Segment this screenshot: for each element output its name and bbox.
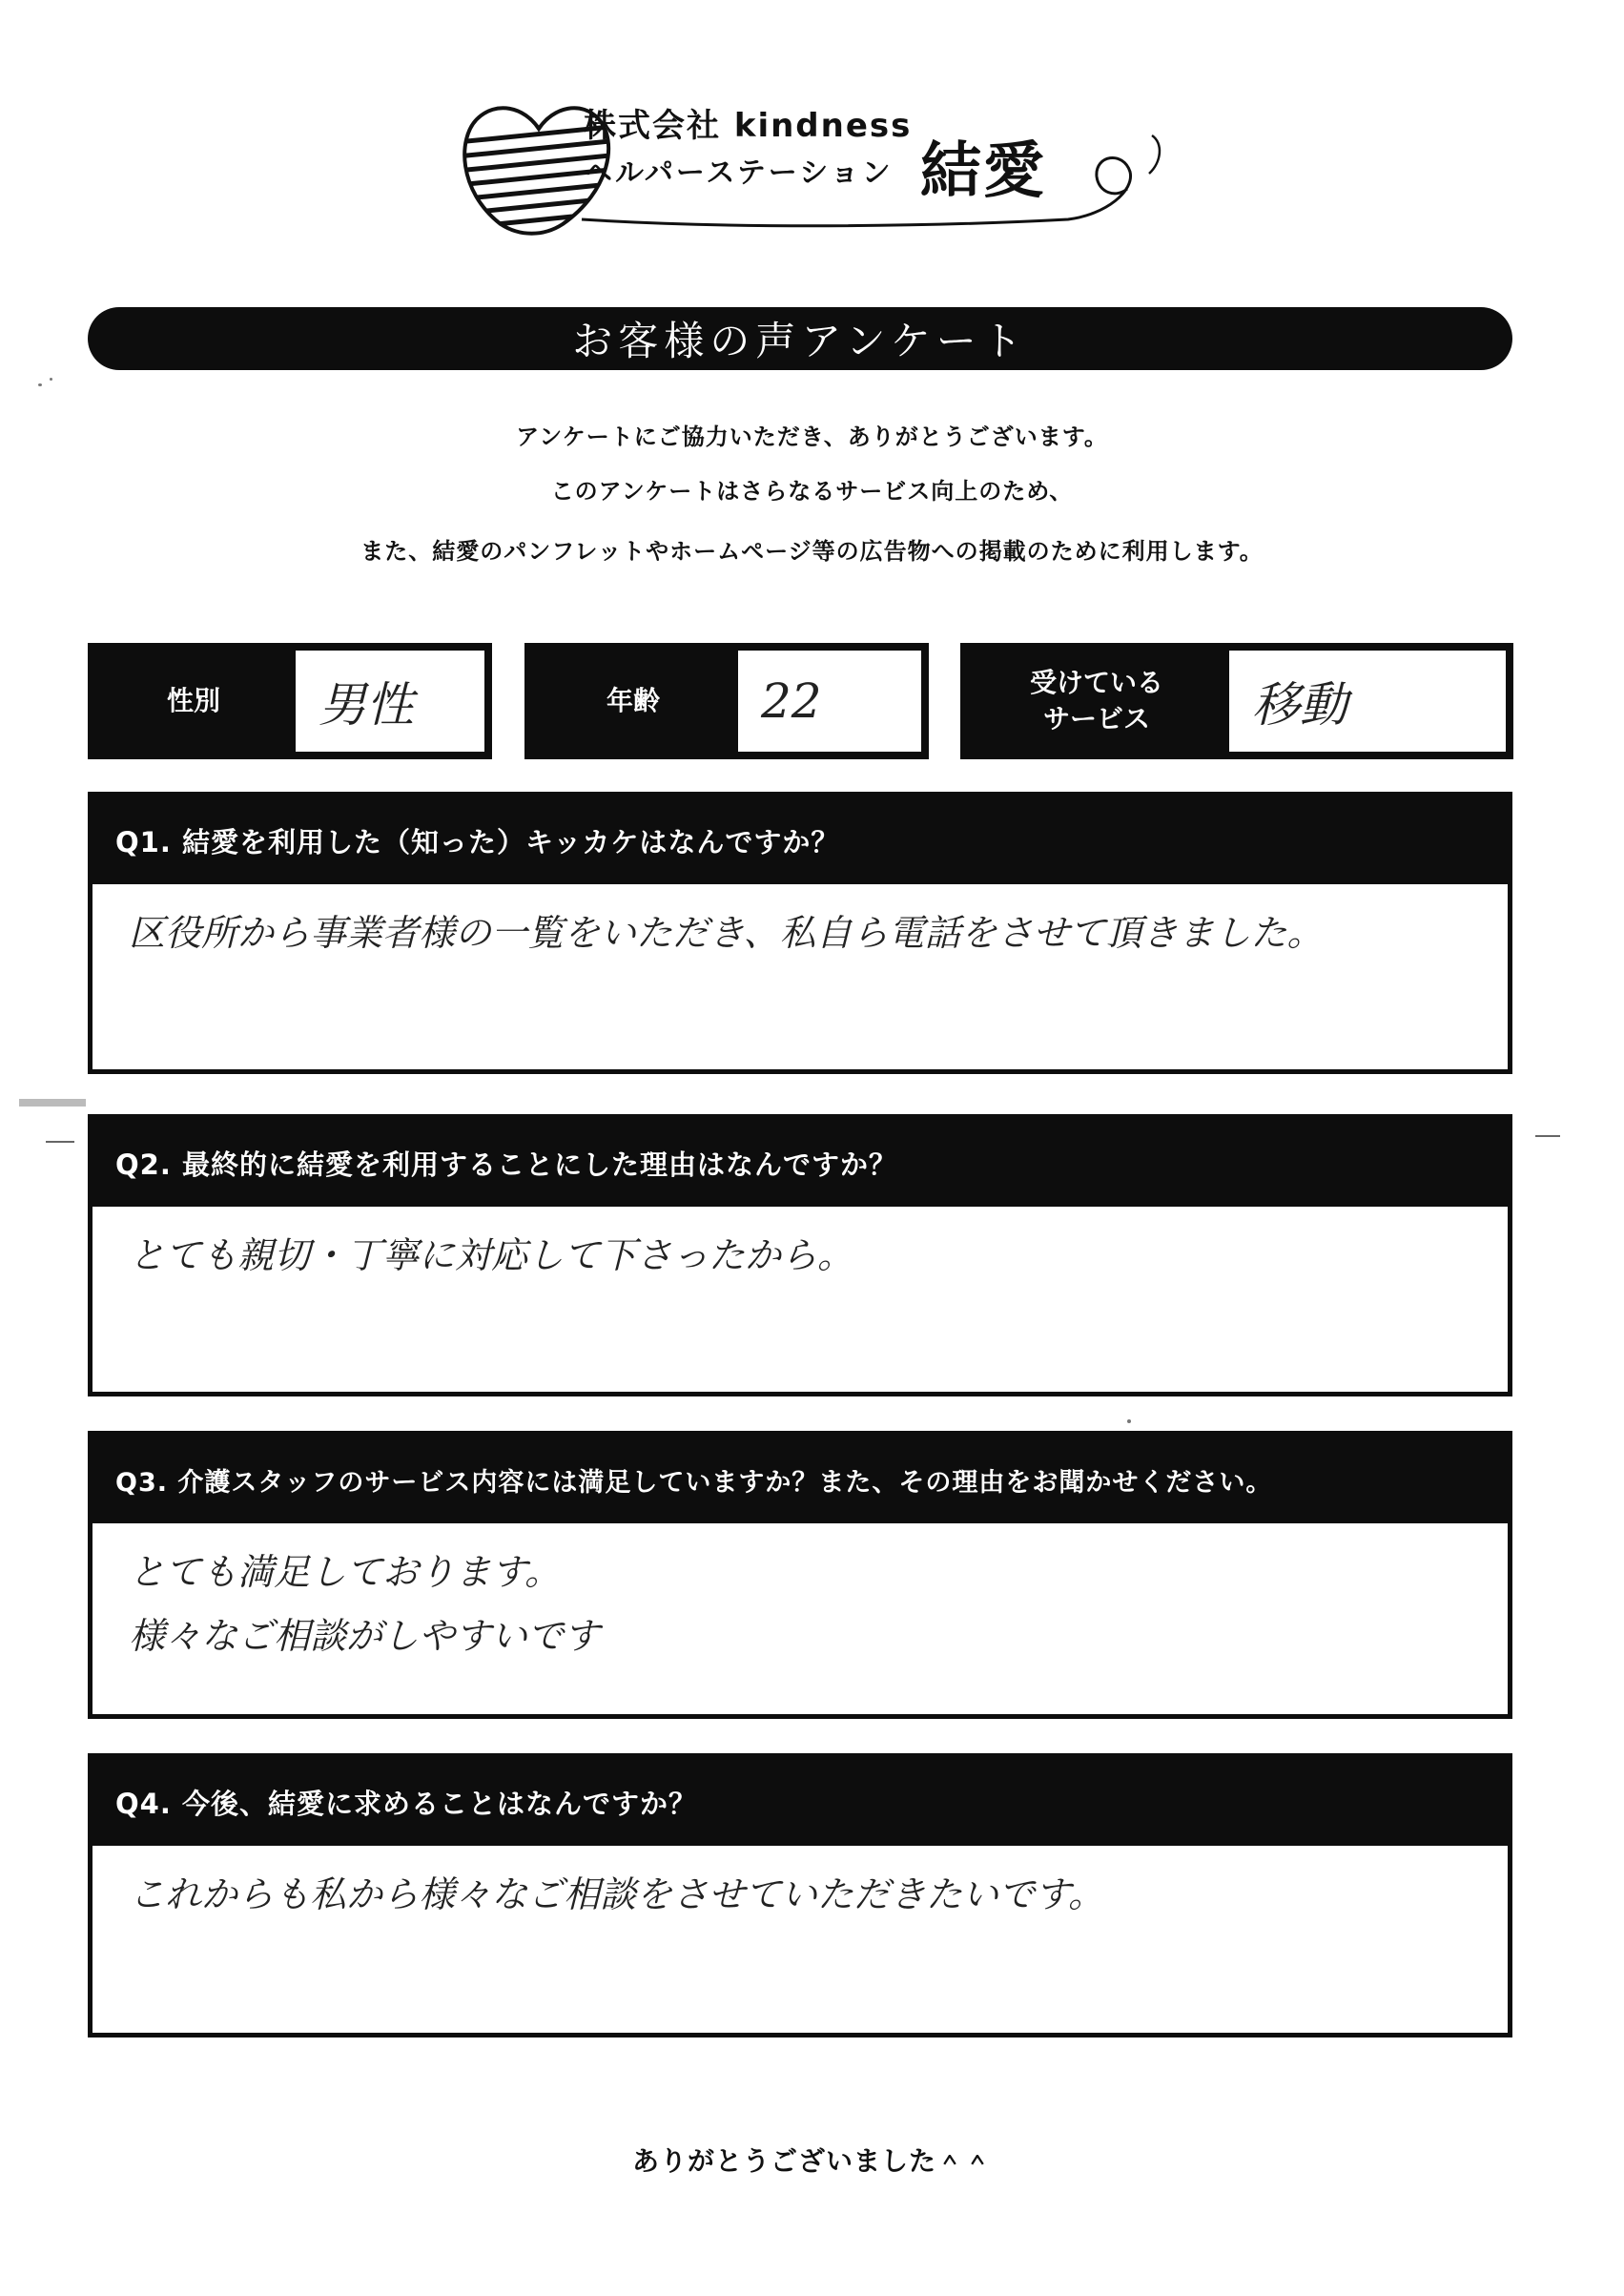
service-label: [964, 647, 1229, 755]
gender-label: 性別: [166, 685, 220, 717]
answer-field[interactable]: [93, 884, 1508, 965]
age-box: [524, 643, 929, 759]
gender-value[interactable]: 男性: [296, 651, 484, 752]
scan-speck: [50, 378, 52, 381]
answer-field[interactable]: [93, 1846, 1508, 1927]
service-value[interactable]: 移動: [1229, 651, 1506, 752]
service-label-line1: 受けている: [1029, 667, 1163, 699]
company-name: 株式会社 kindness: [584, 107, 913, 145]
intro-line: このアンケートはさらなるサービス向上のため、: [550, 478, 1074, 505]
scan-mark: [46, 1141, 74, 1143]
question-header: Q4. 今後、結愛に求めることはなんですか？: [93, 1758, 1508, 1846]
scan-speck: [1127, 1419, 1131, 1423]
question-header: Q3. 介護スタッフのサービス内容には満足していますか？また、その理由をお聞かせください。: [93, 1436, 1508, 1523]
intro-line: アンケートにご協力いただき、ありがとうございます。: [516, 424, 1108, 450]
scan-speck: [38, 383, 42, 386]
answer-line: とても親切・丁寧に対応して下さったから。: [129, 1234, 854, 1276]
service-label-line2: サービス: [1042, 703, 1150, 734]
answer-line: これからも私から様々なご相談をさせていただきたいです。: [129, 1873, 1104, 1915]
question-header: Q1. 結愛を利用した（知った）キッカケはなんですか？: [93, 796, 1508, 884]
gender-box: [88, 643, 492, 759]
answer-field[interactable]: [93, 1523, 1508, 1667]
page-title: お客様の声アンケート: [88, 307, 1512, 370]
age-value[interactable]: 22: [738, 651, 921, 752]
age-label: 年齢: [606, 685, 660, 717]
scan-mark: [1535, 1135, 1560, 1137]
answer-line: とても満足しております。: [129, 1551, 561, 1593]
question-section-q1: [88, 792, 1512, 1074]
service-box: [960, 643, 1513, 759]
answer-line: 様々なご相談がしやすいです: [129, 1614, 601, 1657]
question-section-q3: [88, 1431, 1512, 1719]
company-subtitle: ヘルパーステーション: [584, 156, 894, 190]
brand-name: 結愛: [920, 136, 1046, 207]
answer-line: 区役所から事業者様の一覧をいただき、私自ら電話をさせて頂きました。: [129, 912, 1324, 954]
question-header: Q2. 最終的に結愛を利用することにした理由はなんですか？: [93, 1119, 1508, 1207]
closing-message: ありがとうございました＾＾: [631, 2145, 992, 2177]
question-section-q4: [88, 1753, 1512, 2037]
answer-field[interactable]: [93, 1207, 1508, 1288]
question-section-q2: [88, 1114, 1512, 1396]
scan-mark: [19, 1099, 86, 1107]
intro-line: また、結愛のパンフレットやホームページ等の広告物への掲載のために利用します。: [360, 538, 1264, 565]
